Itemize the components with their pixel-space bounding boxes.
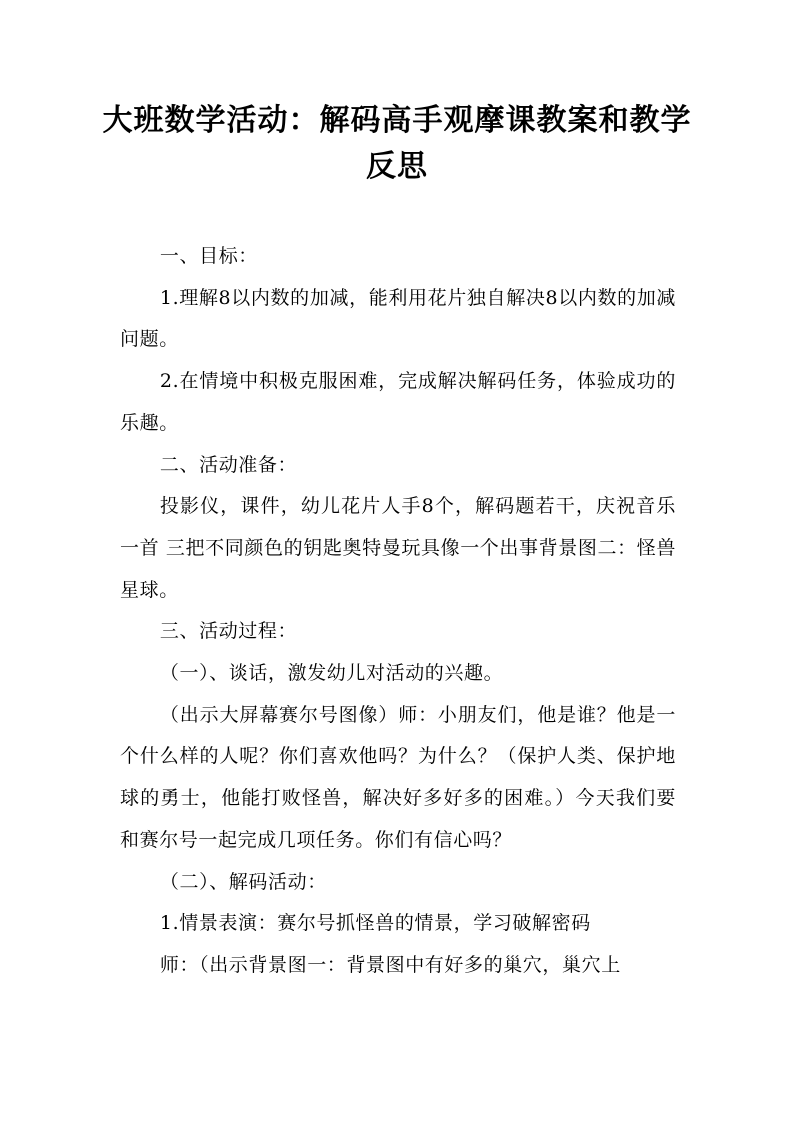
paragraph-scene-performance: 1.情景表演：赛尔号抓怪兽的情景，学习破解密码 (159, 912, 591, 935)
paragraph-preparation: 投影仪，课件，幼儿花片人手8个，解码题若干，庆祝音乐一首 三把不同颜色的钥匙奥特曼玩具像一个出事背景图二：怪兽星球。 (120, 495, 676, 601)
paragraph-step-1-dialogue: （出示大屏幕赛尔号图像）师：小朋友们，他是谁？他是一个什么样的人呢？你们喜欢他吗？为什么？（保护人类、保护地球的勇士，他能打败怪兽，解决好多好多的困难。）今天我们要和赛尔号一起完成几项任务。你们有信心吗？ (120, 703, 676, 851)
paragraph-goals-heading: 一、目标： (159, 245, 258, 267)
paragraph-teacher-dialogue: 师：（出示背景图一：背景图中有好多的巢穴，巢穴上 (159, 953, 621, 976)
paragraph-step-2-heading: （二）、解码活动： (159, 870, 327, 893)
paragraph-goal-1: 1.理解8以内数的加减，能利用花片独自解决8以内数的加减问题。 (120, 286, 676, 351)
document-body (120, 236, 676, 987)
paragraph-step-1-heading: （一）、谈话，激发幼儿对活动的兴趣。 (159, 662, 504, 685)
document-title: 大班数学活动：解码高手观摩课教案和教学反思 (102, 103, 692, 184)
paragraph-preparation-heading: 二、活动准备： (159, 453, 298, 476)
paragraph-process-heading: 三、活动过程： (159, 620, 298, 643)
paragraph-goal-2: 2.在情境中积极克服困难，完成解决解码任务，体验成功的乐趣。 (120, 370, 676, 434)
